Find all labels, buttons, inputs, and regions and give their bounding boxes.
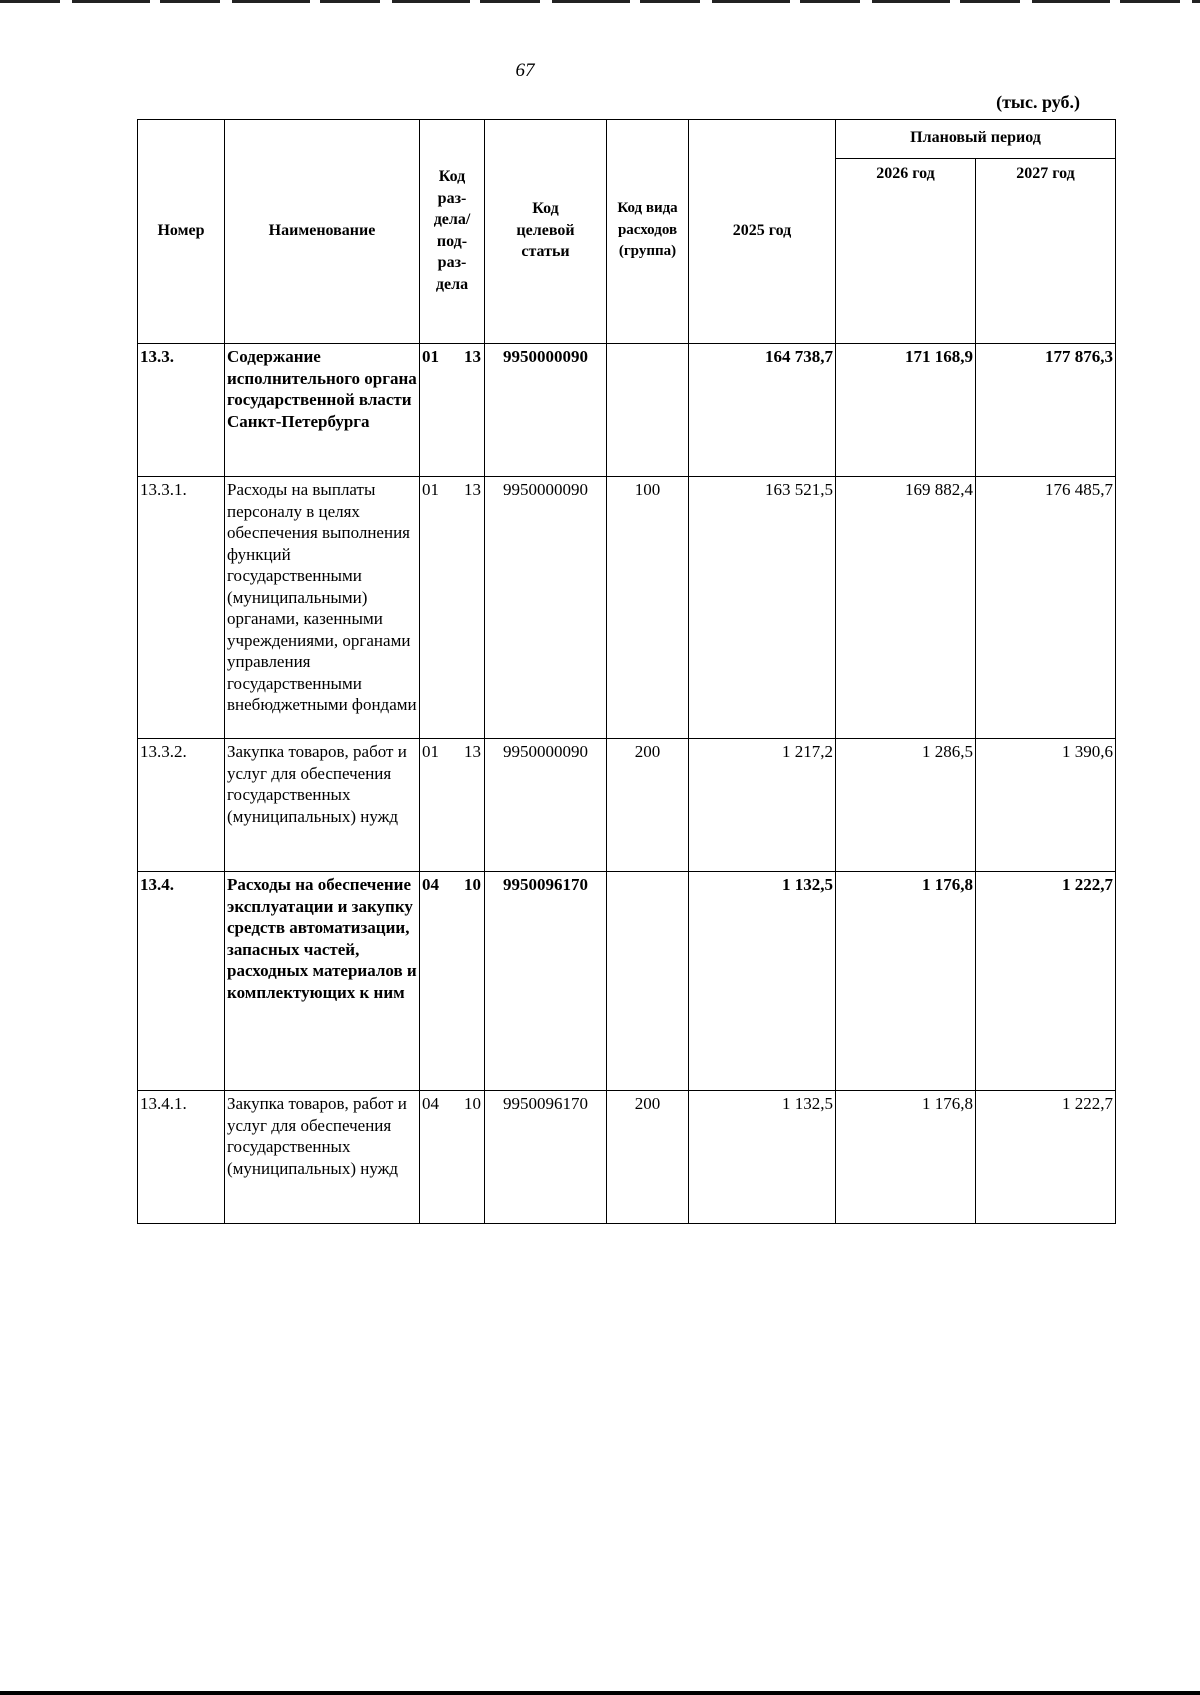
- table-row: [138, 739, 1116, 872]
- table-row: [138, 477, 1116, 739]
- row-2026: 171 168,9: [836, 344, 976, 477]
- row-2026: 169 882,4: [836, 477, 976, 739]
- row-expense-type: 200: [607, 739, 689, 872]
- row-section-code: 04 10: [420, 872, 485, 1091]
- table-row: [138, 1091, 1116, 1224]
- scan-edge-bottom: [0, 1691, 1200, 1695]
- row-expense-type: 200: [607, 1091, 689, 1224]
- header-2027: 2027 год: [976, 159, 1116, 344]
- header-2026: 2026 год: [836, 159, 976, 344]
- header-expense-type: Код вида расходов (группа): [607, 120, 689, 344]
- row-target-code: 9950000090: [485, 739, 607, 872]
- row-2025: 1 132,5: [689, 1091, 836, 1224]
- row-section-code: 04 10: [420, 1091, 485, 1224]
- row-name: Закупка товаров, работ и услуг для обеспечения государственных (муниципальных) нужд: [225, 739, 420, 872]
- row-target-code: 9950096170: [485, 1091, 607, 1224]
- row-number: 13.3.: [138, 344, 225, 477]
- header-planning-period: Плановый период: [836, 120, 1116, 159]
- row-number: 13.4.1.: [138, 1091, 225, 1224]
- scan-edge-top: [0, 0, 1200, 3]
- row-number: 13.3.2.: [138, 739, 225, 872]
- row-2027: 1 390,6: [976, 739, 1116, 872]
- row-2026: 1 176,8: [836, 1091, 976, 1224]
- row-target-code: 9950000090: [485, 477, 607, 739]
- row-name: Расходы на обеспечение эксплуатации и закупку средств автоматизации, запасных частей, расходных материалов и комплектующих к ним: [225, 872, 420, 1091]
- row-2025: 164 738,7: [689, 344, 836, 477]
- row-2025: 1 217,2: [689, 739, 836, 872]
- row-section-code: 01 13: [420, 477, 485, 739]
- row-target-code: 9950000090: [485, 344, 607, 477]
- row-2025: 1 132,5: [689, 872, 836, 1091]
- row-2025: 163 521,5: [689, 477, 836, 739]
- row-name: Закупка товаров, работ и услуг для обеспечения государственных (муниципальных) нужд: [225, 1091, 420, 1224]
- header-name: Наименование: [225, 120, 420, 344]
- page-number: 67: [515, 60, 535, 81]
- row-2026: 1 286,5: [836, 739, 976, 872]
- table-row: [138, 344, 1116, 477]
- table-row: [138, 872, 1116, 1091]
- row-2027: 177 876,3: [976, 344, 1116, 477]
- header-target-code: Код целевой статьи: [485, 120, 607, 344]
- header-row-top: [138, 120, 1116, 159]
- row-number: 13.3.1.: [138, 477, 225, 739]
- row-2027: 1 222,7: [976, 872, 1116, 1091]
- row-target-code: 9950096170: [485, 872, 607, 1091]
- row-expense-type: 100: [607, 477, 689, 739]
- budget-table: [137, 119, 1116, 1224]
- row-section-code: 01 13: [420, 344, 485, 477]
- row-name: Содержание исполнительного органа государственной власти Санкт-Петербурга: [225, 344, 420, 477]
- row-expense-type: [607, 872, 689, 1091]
- row-number: 13.4.: [138, 872, 225, 1091]
- row-2027: 1 222,7: [976, 1091, 1116, 1224]
- header-section-code: Код раз- дела/ под- раз- дела: [420, 120, 485, 344]
- row-name: Расходы на выплаты персоналу в целях обеспечения выполнения функций государственными (муниципальными) органами, казенными учреждениями, органами управления государственными внебюджетными фондами: [225, 477, 420, 739]
- units-label: (тыс. руб.): [996, 92, 1080, 112]
- row-expense-type: [607, 344, 689, 477]
- row-2026: 1 176,8: [836, 872, 976, 1091]
- header-2025: 2025 год: [689, 120, 836, 344]
- row-section-code: 01 13: [420, 739, 485, 872]
- header-number: Номер: [138, 120, 225, 344]
- row-2027: 176 485,7: [976, 477, 1116, 739]
